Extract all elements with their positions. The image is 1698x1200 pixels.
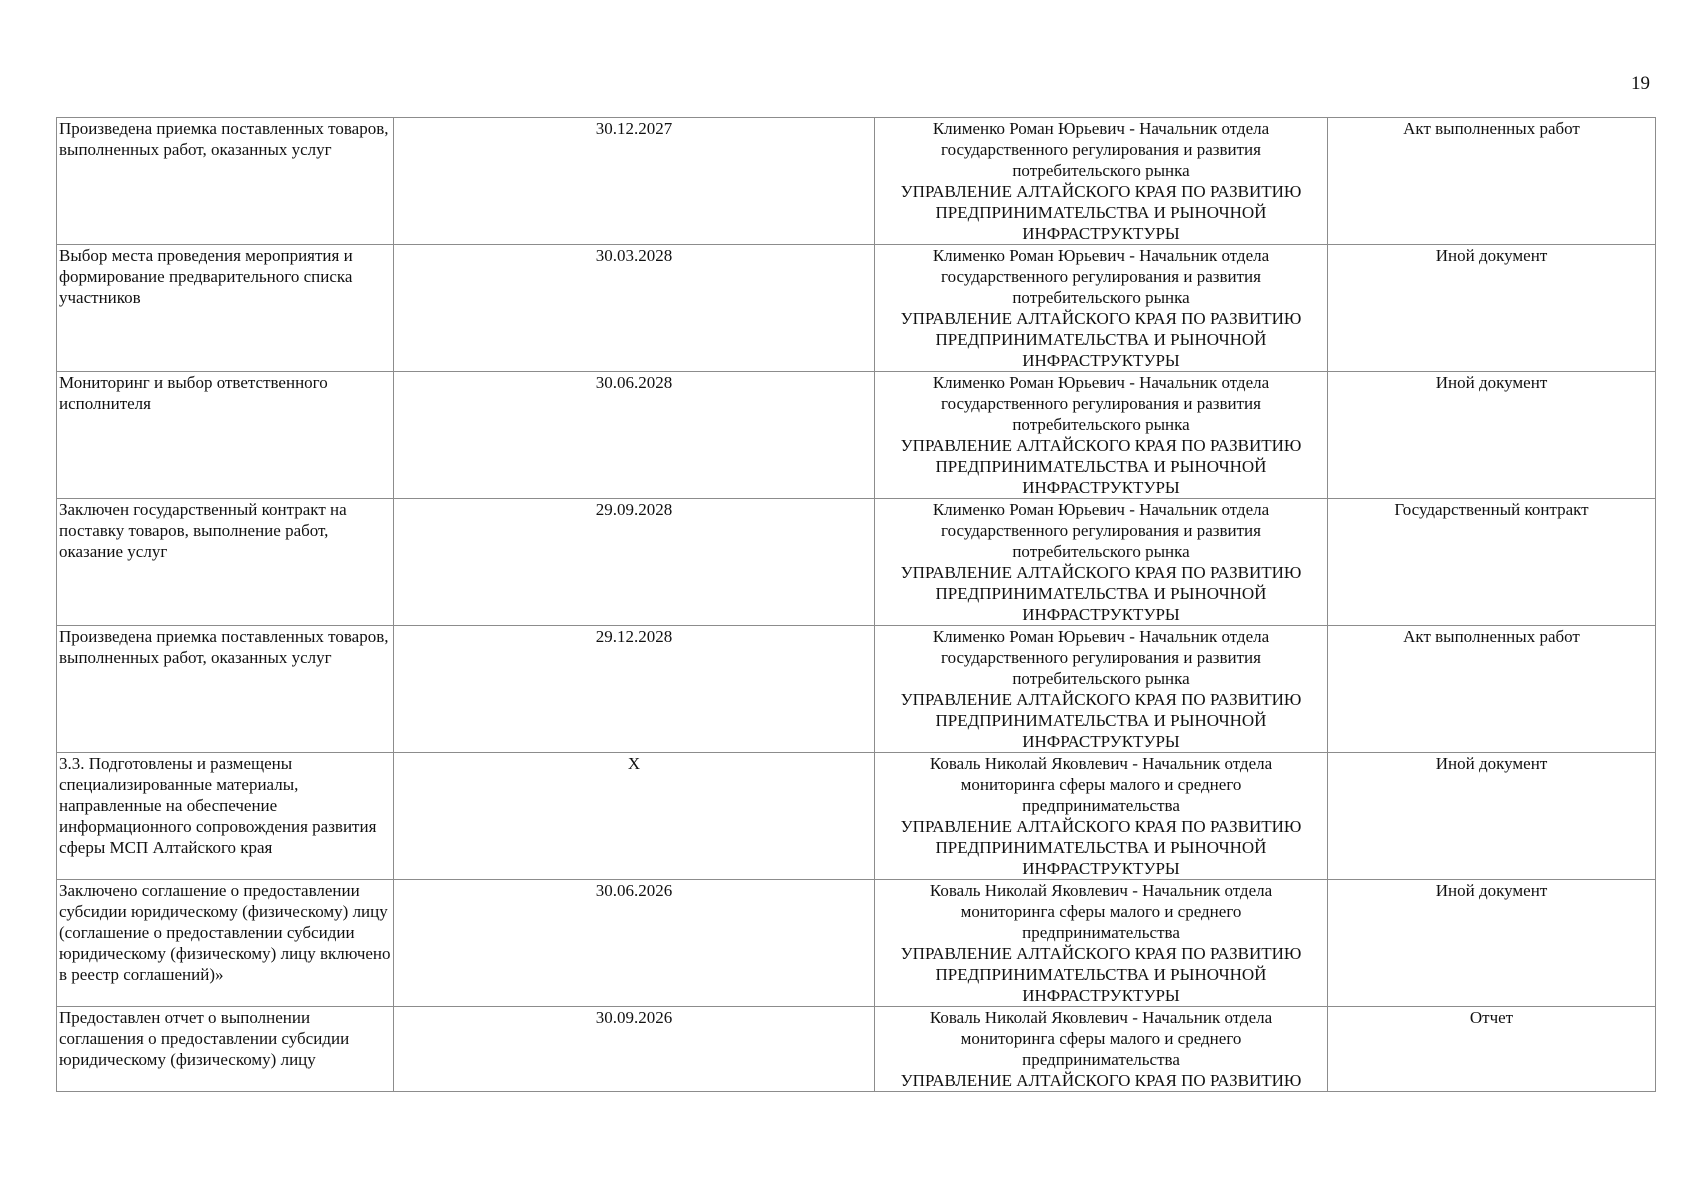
responsible-cell (875, 880, 1328, 1007)
responsible-cell (875, 499, 1328, 626)
responsible-person-line: предпринимательства (1022, 796, 1180, 815)
responsible-organization-line: ПРЕДПРИНИМАТЕЛЬСТВА И РЫНОЧНОЙ (935, 838, 1267, 857)
table-row (57, 118, 1656, 245)
responsible-person-line: потребительского рынка (1012, 288, 1190, 307)
table-body (57, 118, 1656, 1092)
responsible-person-line: Клименко Роман Юрьевич - Начальник отдела (932, 119, 1270, 138)
responsible-person-line: Клименко Роман Юрьевич - Начальник отдела (932, 373, 1270, 392)
responsible-organization-line: ПРЕДПРИНИМАТЕЛЬСТВА И РЫНОЧНОЙ (935, 584, 1267, 603)
responsible-organization-line: ИНФРАСТРУКТУРЫ (1022, 859, 1180, 878)
responsible-organization-line: УПРАВЛЕНИЕ АЛТАЙСКОГО КРАЯ ПО РАЗВИТИЮ (900, 182, 1302, 201)
responsible-organization-line: ИНФРАСТРУКТУРЫ (1022, 986, 1180, 1005)
responsible-organization-line: УПРАВЛЕНИЕ АЛТАЙСКОГО КРАЯ ПО РАЗВИТИЮ (900, 817, 1302, 836)
responsible-organization-line: ПРЕДПРИНИМАТЕЛЬСТВА И РЫНОЧНОЙ (935, 203, 1267, 222)
responsible-cell (875, 372, 1328, 499)
plan-table (56, 117, 1656, 1092)
responsible-cell (875, 245, 1328, 372)
responsible-organization-line: ИНФРАСТРУКТУРЫ (1022, 732, 1180, 751)
responsible-person-line: потребительского рынка (1012, 415, 1190, 434)
responsible-organization-line: УПРАВЛЕНИЕ АЛТАЙСКОГО КРАЯ ПО РАЗВИТИЮ (900, 944, 1302, 963)
responsible-person-line: государственного регулирования и развития (941, 267, 1261, 286)
document-type-cell: Отчет (1328, 1007, 1656, 1092)
responsible-cell (875, 118, 1328, 245)
deadline-cell: 30.06.2028 (394, 372, 875, 499)
responsible-person-line: государственного регулирования и развития (941, 521, 1261, 540)
task-cell: Предоставлен отчет о выполнении соглашения о предоставлении субсидии юридическому (физическому) лицу (57, 1007, 394, 1092)
deadline-cell: 29.09.2028 (394, 499, 875, 626)
document-type-cell: Государственный контракт (1328, 499, 1656, 626)
responsible-person-line: Коваль Николай Яковлевич - Начальник отдела (929, 754, 1273, 773)
deadline-cell: 30.12.2027 (394, 118, 875, 245)
document-type-cell: Акт выполненных работ (1328, 626, 1656, 753)
table-row (57, 626, 1656, 753)
table-row (57, 372, 1656, 499)
responsible-person-line: потребительского рынка (1012, 669, 1190, 688)
responsible-person-line: Коваль Николай Яковлевич - Начальник отдела (929, 881, 1273, 900)
responsible-person-line: предпринимательства (1022, 1050, 1180, 1069)
task-cell: Произведена приемка поставленных товаров, выполненных работ, оказанных услуг (57, 118, 394, 245)
responsible-cell (875, 753, 1328, 880)
responsible-person-line: предпринимательства (1022, 923, 1180, 942)
table-row (57, 880, 1656, 1007)
task-cell: Заключен государственный контракт на поставку товаров, выполнение работ, оказание услуг (57, 499, 394, 626)
responsible-person-line: Клименко Роман Юрьевич - Начальник отдела (932, 246, 1270, 265)
responsible-organization-line: УПРАВЛЕНИЕ АЛТАЙСКОГО КРАЯ ПО РАЗВИТИЮ (900, 563, 1302, 582)
responsible-organization-line: ПРЕДПРИНИМАТЕЛЬСТВА И РЫНОЧНОЙ (935, 965, 1267, 984)
table-row (57, 1007, 1656, 1092)
deadline-cell: 30.06.2026 (394, 880, 875, 1007)
table-row (57, 499, 1656, 626)
responsible-person-line: Коваль Николай Яковлевич - Начальник отдела (929, 1008, 1273, 1027)
responsible-cell (875, 1007, 1328, 1092)
responsible-person-line: государственного регулирования и развития (941, 140, 1261, 159)
task-cell: Произведена приемка поставленных товаров, выполненных работ, оказанных услуг (57, 626, 394, 753)
responsible-organization-line: ПРЕДПРИНИМАТЕЛЬСТВА И РЫНОЧНОЙ (935, 457, 1267, 476)
document-type-cell: Иной документ (1328, 753, 1656, 880)
responsible-organization-line: УПРАВЛЕНИЕ АЛТАЙСКОГО КРАЯ ПО РАЗВИТИЮ (900, 690, 1302, 709)
responsible-person-line: потребительского рынка (1012, 161, 1190, 180)
responsible-organization-line: ИНФРАСТРУКТУРЫ (1022, 605, 1180, 624)
table-row (57, 245, 1656, 372)
task-cell: Заключено соглашение о предоставлении субсидии юридическому (физическому) лицу (соглашение о предоставлении субсидии юридическому (физическому) лицу включено в реестр соглашений)» (57, 880, 394, 1007)
document-type-cell: Акт выполненных работ (1328, 118, 1656, 245)
responsible-person-line: потребительского рынка (1012, 542, 1190, 561)
responsible-organization-line: ИНФРАСТРУКТУРЫ (1022, 351, 1180, 370)
document-type-cell: Иной документ (1328, 245, 1656, 372)
responsible-person-line: государственного регулирования и развития (941, 648, 1261, 667)
table-row (57, 753, 1656, 880)
document-type-cell: Иной документ (1328, 880, 1656, 1007)
task-cell: Мониторинг и выбор ответственного исполнителя (57, 372, 394, 499)
responsible-organization-line: ПРЕДПРИНИМАТЕЛЬСТВА И РЫНОЧНОЙ (935, 330, 1267, 349)
responsible-person-line: Клименко Роман Юрьевич - Начальник отдела (932, 500, 1270, 519)
deadline-cell: 29.12.2028 (394, 626, 875, 753)
responsible-person-line: Клименко Роман Юрьевич - Начальник отдела (932, 627, 1270, 646)
deadline-cell: 30.09.2026 (394, 1007, 875, 1092)
responsible-organization-line: ИНФРАСТРУКТУРЫ (1022, 224, 1180, 243)
responsible-organization-line: УПРАВЛЕНИЕ АЛТАЙСКОГО КРАЯ ПО РАЗВИТИЮ (900, 436, 1302, 455)
responsible-organization-line: ПРЕДПРИНИМАТЕЛЬСТВА И РЫНОЧНОЙ (935, 711, 1267, 730)
responsible-person-line: мониторинга сферы малого и среднего (960, 775, 1242, 794)
responsible-person-line: мониторинга сферы малого и среднего (960, 902, 1242, 921)
responsible-person-line: мониторинга сферы малого и среднего (960, 1029, 1242, 1048)
document-type-cell: Иной документ (1328, 372, 1656, 499)
deadline-cell: 30.03.2028 (394, 245, 875, 372)
task-cell: 3.3. Подготовлены и размещены специализированные материалы, направленные на обеспечение информационного сопровождения развития сферы МСП Алтайского края (57, 753, 394, 880)
responsible-organization-line: УПРАВЛЕНИЕ АЛТАЙСКОГО КРАЯ ПО РАЗВИТИЮ (900, 1071, 1302, 1090)
deadline-cell: X (394, 753, 875, 880)
responsible-organization-line: ИНФРАСТРУКТУРЫ (1022, 478, 1180, 497)
responsible-organization-line: УПРАВЛЕНИЕ АЛТАЙСКОГО КРАЯ ПО РАЗВИТИЮ (900, 309, 1302, 328)
responsible-cell (875, 626, 1328, 753)
responsible-person-line: государственного регулирования и развития (941, 394, 1261, 413)
page-number: 19 (1631, 73, 1650, 94)
task-cell: Выбор места проведения мероприятия и формирование предварительного списка участников (57, 245, 394, 372)
